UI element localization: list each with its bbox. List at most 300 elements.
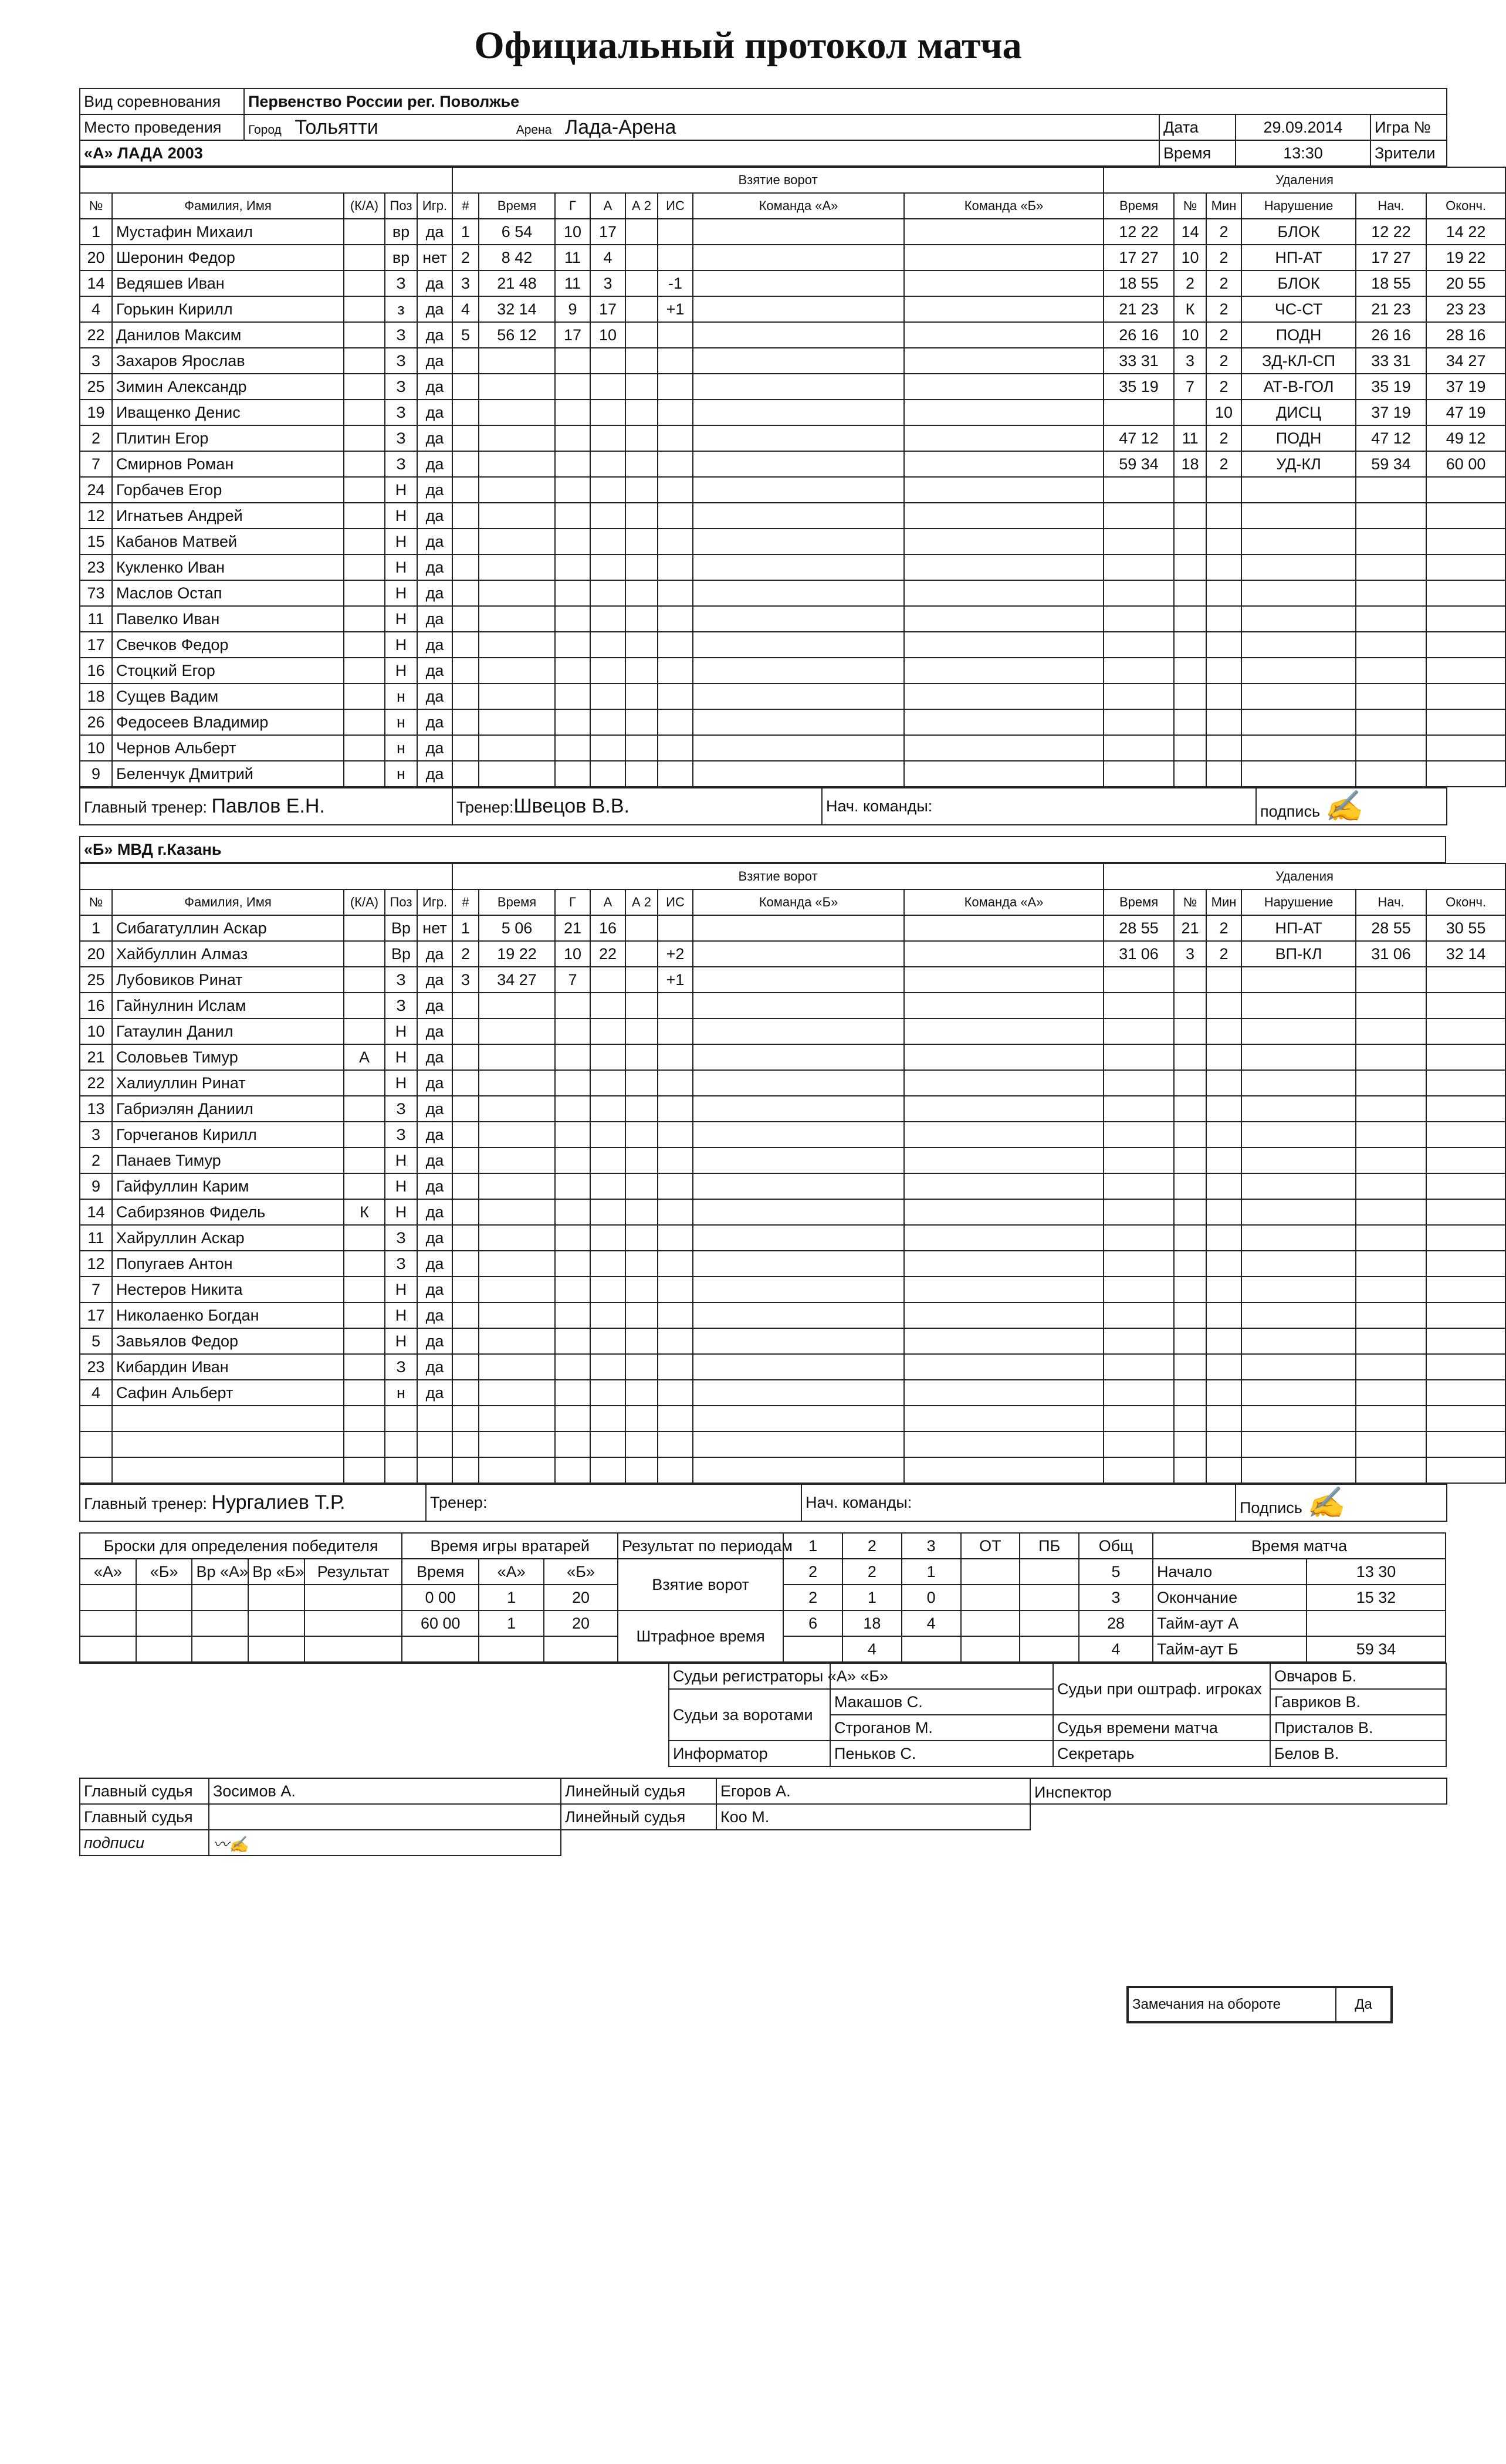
player-position: Н bbox=[385, 580, 417, 606]
goal-assist bbox=[590, 632, 625, 658]
penalty-end bbox=[1426, 1122, 1505, 1148]
penalty-end bbox=[1426, 1431, 1505, 1457]
player-played: да bbox=[417, 503, 452, 529]
penalty-end bbox=[1426, 1380, 1505, 1406]
goal-number bbox=[452, 1277, 479, 1302]
goals-b-p1: 2 bbox=[783, 1585, 842, 1610]
shots-team-2 bbox=[904, 425, 1104, 451]
penalty-player bbox=[1174, 761, 1206, 787]
shots-team-1 bbox=[693, 967, 904, 993]
penalty-end bbox=[1426, 477, 1505, 503]
shots-team-2 bbox=[904, 554, 1104, 580]
player-number: 3 bbox=[80, 1122, 112, 1148]
team-b-chief-label: Нач. команды: bbox=[806, 1494, 912, 1511]
goal-scorer bbox=[555, 1302, 590, 1328]
penalty-time bbox=[1104, 1380, 1174, 1406]
referee-value: Зосимов А. bbox=[209, 1778, 561, 1804]
penalty-violation: ЧС-СТ bbox=[1241, 296, 1356, 322]
penalty-minutes: 2 bbox=[1206, 374, 1241, 400]
city-label: Город bbox=[248, 123, 282, 137]
player-captain bbox=[344, 709, 385, 735]
penalty-violation bbox=[1241, 1431, 1356, 1457]
player-played: да bbox=[417, 1328, 452, 1354]
shots-team-2 bbox=[904, 1302, 1104, 1328]
goal-scorer bbox=[555, 658, 590, 683]
goal-scorer bbox=[555, 1380, 590, 1406]
shots-team-2 bbox=[904, 915, 1104, 941]
shots-team-1 bbox=[693, 761, 904, 787]
penalty-end bbox=[1426, 1018, 1505, 1044]
penalty-time: 31 06 bbox=[1104, 941, 1174, 967]
goal-number bbox=[452, 658, 479, 683]
player-position: н bbox=[385, 761, 417, 787]
player-name: Чернов Альберт bbox=[112, 735, 344, 761]
goal-number bbox=[452, 1225, 479, 1251]
penalty-end: 19 22 bbox=[1426, 245, 1505, 270]
goal-assist-2 bbox=[625, 1225, 658, 1251]
pb-label: ПБ bbox=[1020, 1533, 1079, 1559]
penalty-start bbox=[1356, 580, 1426, 606]
goal-situation bbox=[658, 580, 693, 606]
penalty-time bbox=[1104, 967, 1174, 993]
penalty-violation bbox=[1241, 683, 1356, 709]
goal-assist bbox=[590, 1431, 625, 1457]
penalty-start bbox=[1356, 606, 1426, 632]
informer-value: Пеньков С. bbox=[830, 1741, 1053, 1766]
penalty-start bbox=[1356, 554, 1426, 580]
shootout-label: Броски для определения победителя bbox=[80, 1533, 402, 1559]
pim-b-p1 bbox=[783, 1636, 842, 1662]
player-number: 2 bbox=[80, 1148, 112, 1173]
goal-assist-2 bbox=[625, 322, 658, 348]
penalty-player bbox=[1174, 967, 1206, 993]
player-position: Н bbox=[385, 554, 417, 580]
remarks-value: Да bbox=[1336, 1988, 1391, 2022]
goal-assist-2 bbox=[625, 1380, 658, 1406]
table-row bbox=[80, 1173, 1505, 1199]
goal-time bbox=[479, 1018, 555, 1044]
player-position: н bbox=[385, 1380, 417, 1406]
penalty-minutes: 2 bbox=[1206, 451, 1241, 477]
penalty-minutes bbox=[1206, 1406, 1241, 1431]
so-vrb: Вр «Б» bbox=[248, 1559, 304, 1585]
penalty-player bbox=[1174, 606, 1206, 632]
timeout-a-value bbox=[1307, 1610, 1446, 1636]
goal-scorer bbox=[555, 1406, 590, 1431]
penalty-minutes bbox=[1206, 1380, 1241, 1406]
goal-judge-2: Строганов М. bbox=[830, 1715, 1053, 1741]
goal-time: 8 42 bbox=[479, 245, 555, 270]
goal-assist-2 bbox=[625, 554, 658, 580]
goal-number bbox=[452, 606, 479, 632]
penalty-violation bbox=[1241, 1354, 1356, 1380]
penalty-player: 10 bbox=[1174, 245, 1206, 270]
penalty-time bbox=[1104, 1096, 1174, 1122]
goal-assist-2 bbox=[625, 425, 658, 451]
penalty-end bbox=[1426, 1251, 1505, 1277]
shots-team-1 bbox=[693, 735, 904, 761]
goal-assist: 17 bbox=[590, 296, 625, 322]
player-number: 4 bbox=[80, 1380, 112, 1406]
penalty-time bbox=[1104, 1457, 1174, 1483]
goal-assist bbox=[590, 1302, 625, 1328]
goal-number: 2 bbox=[452, 941, 479, 967]
penalty-violation: НП-АТ bbox=[1241, 245, 1356, 270]
goal-situation bbox=[658, 1070, 693, 1096]
goal-time bbox=[479, 348, 555, 374]
b-penalties-header: Удаления bbox=[1104, 864, 1505, 889]
player-captain bbox=[344, 683, 385, 709]
venue-label: Место проведения bbox=[80, 114, 244, 140]
referee-2-label: Главный судья bbox=[80, 1804, 209, 1830]
team-b-coach: Нургалиев Т.Р. bbox=[211, 1491, 346, 1514]
goal-scorer: 11 bbox=[555, 270, 590, 296]
goal-time bbox=[479, 1148, 555, 1173]
goal-time bbox=[479, 761, 555, 787]
penalty-minutes: 2 bbox=[1206, 322, 1241, 348]
goal-assist bbox=[590, 1354, 625, 1380]
penalty-player: 14 bbox=[1174, 219, 1206, 245]
table-row bbox=[80, 606, 1505, 632]
penalty-player bbox=[1174, 1431, 1206, 1457]
b-col-pen-viol: Нарушение bbox=[1241, 889, 1356, 915]
match-header bbox=[79, 88, 1447, 167]
penalty-start: 59 34 bbox=[1356, 451, 1426, 477]
table-row bbox=[80, 658, 1505, 683]
shots-team-2 bbox=[904, 245, 1104, 270]
player-played: да bbox=[417, 296, 452, 322]
goal-number bbox=[452, 400, 479, 425]
goals-b-total: 3 bbox=[1079, 1585, 1153, 1610]
player-name: Стоцкий Егор bbox=[112, 658, 344, 683]
shots-team-1 bbox=[693, 400, 904, 425]
player-name: Попугаев Антон bbox=[112, 1251, 344, 1277]
shots-team-2 bbox=[904, 709, 1104, 735]
penalty-player: 18 bbox=[1174, 451, 1206, 477]
player-position: Вр bbox=[385, 915, 417, 941]
goal-situation bbox=[658, 529, 693, 554]
player-name: Беленчук Дмитрий bbox=[112, 761, 344, 787]
penalty-minutes bbox=[1206, 709, 1241, 735]
penalty-minutes bbox=[1206, 1431, 1241, 1457]
reg-judges-label: Судьи регистраторы «А» «Б» bbox=[669, 1663, 830, 1689]
player-position: З bbox=[385, 425, 417, 451]
penalty-minutes bbox=[1206, 554, 1241, 580]
penalty-end bbox=[1426, 606, 1505, 632]
player-played: да bbox=[417, 761, 452, 787]
player-name: Данилов Максим bbox=[112, 322, 344, 348]
goal-situation: +2 bbox=[658, 941, 693, 967]
team-b-coach-label: Главный тренер: bbox=[84, 1495, 207, 1512]
player-captain bbox=[344, 1173, 385, 1199]
penalty-time bbox=[1104, 1122, 1174, 1148]
player-name: Свечков Федор bbox=[112, 632, 344, 658]
penalty-end: 23 23 bbox=[1426, 296, 1505, 322]
player-played: да bbox=[417, 606, 452, 632]
goal-situation bbox=[658, 451, 693, 477]
player-played: да bbox=[417, 993, 452, 1018]
goal-number bbox=[452, 580, 479, 606]
goal-assist-2 bbox=[625, 451, 658, 477]
goal-assist bbox=[590, 1251, 625, 1277]
goal-situation bbox=[658, 761, 693, 787]
player-name: Горчеганов Кирилл bbox=[112, 1122, 344, 1148]
referees-table bbox=[79, 1778, 1447, 1856]
player-name: Халиуллин Ринат bbox=[112, 1070, 344, 1096]
table-row bbox=[80, 632, 1505, 658]
team-b-header: «Б» МВД г.Казань bbox=[80, 837, 1446, 862]
penalty-violation bbox=[1241, 1251, 1356, 1277]
goal-time bbox=[479, 1431, 555, 1457]
player-position: Н bbox=[385, 503, 417, 529]
player-number: 9 bbox=[80, 1173, 112, 1199]
player-name: Кибардин Иван bbox=[112, 1354, 344, 1380]
goal-scorer bbox=[555, 477, 590, 503]
player-name: Ведяшев Иван bbox=[112, 270, 344, 296]
goal-situation bbox=[658, 477, 693, 503]
secretary-value: Белов В. bbox=[1270, 1741, 1446, 1766]
shots-team-1 bbox=[693, 1277, 904, 1302]
goal-assist-2 bbox=[625, 915, 658, 941]
shots-team-2 bbox=[904, 1380, 1104, 1406]
penalty-minutes bbox=[1206, 1251, 1241, 1277]
penalty-start bbox=[1356, 1199, 1426, 1225]
goal-assist bbox=[590, 1225, 625, 1251]
player-played: да bbox=[417, 1354, 452, 1380]
player-played: да bbox=[417, 400, 452, 425]
gk-row-2-b: 20 bbox=[544, 1610, 618, 1636]
penalty-end bbox=[1426, 658, 1505, 683]
penalty-start bbox=[1356, 1277, 1426, 1302]
penalty-end bbox=[1426, 1406, 1505, 1431]
penalty-end bbox=[1426, 1070, 1505, 1096]
penalty-end bbox=[1426, 1044, 1505, 1070]
player-captain bbox=[344, 658, 385, 683]
goal-number bbox=[452, 348, 479, 374]
player-position: н bbox=[385, 709, 417, 735]
player-number: 16 bbox=[80, 658, 112, 683]
goal-scorer: 21 bbox=[555, 915, 590, 941]
player-position: Вр bbox=[385, 941, 417, 967]
shots-team-2 bbox=[904, 1148, 1104, 1173]
player-name: Лубовиков Ринат bbox=[112, 967, 344, 993]
player-captain bbox=[344, 993, 385, 1018]
player-number: 14 bbox=[80, 1199, 112, 1225]
shots-team-1 bbox=[693, 1044, 904, 1070]
player-position bbox=[385, 1431, 417, 1457]
goal-number: 2 bbox=[452, 245, 479, 270]
penalty-time bbox=[1104, 709, 1174, 735]
referee-label: Главный судья bbox=[80, 1778, 209, 1804]
goal-assist-2 bbox=[625, 245, 658, 270]
player-name: Горбачев Егор bbox=[112, 477, 344, 503]
penalty-minutes bbox=[1206, 1018, 1241, 1044]
goal-time bbox=[479, 993, 555, 1018]
goal-assist bbox=[590, 451, 625, 477]
player-name: Зимин Александр bbox=[112, 374, 344, 400]
goal-time bbox=[479, 554, 555, 580]
penalty-start bbox=[1356, 1225, 1426, 1251]
goal-scorer bbox=[555, 1044, 590, 1070]
player-number: 25 bbox=[80, 374, 112, 400]
penalty-minutes bbox=[1206, 1148, 1241, 1173]
penalty-start bbox=[1356, 1457, 1426, 1483]
player-position: Н bbox=[385, 658, 417, 683]
table-row bbox=[80, 219, 1505, 245]
shots-team-1 bbox=[693, 1148, 904, 1173]
player-captain bbox=[344, 374, 385, 400]
shots-team-2 bbox=[904, 529, 1104, 554]
table-row bbox=[80, 683, 1505, 709]
shots-team-2 bbox=[904, 735, 1104, 761]
player-position bbox=[385, 1457, 417, 1483]
player-position: вр bbox=[385, 219, 417, 245]
player-position: н bbox=[385, 683, 417, 709]
player-captain bbox=[344, 915, 385, 941]
goal-scorer bbox=[555, 580, 590, 606]
goal-judge-1: Макашов С. bbox=[830, 1689, 1053, 1715]
b-col-pen-num: № bbox=[1174, 889, 1206, 915]
goal-time: 6 54 bbox=[479, 219, 555, 245]
goal-assist bbox=[590, 1018, 625, 1044]
goal-assist bbox=[590, 993, 625, 1018]
penalty-time: 47 12 bbox=[1104, 425, 1174, 451]
penalty-player bbox=[1174, 1302, 1206, 1328]
goal-time bbox=[479, 400, 555, 425]
penalty-violation bbox=[1241, 1277, 1356, 1302]
player-position: З bbox=[385, 1096, 417, 1122]
b-col-ka: (К/А) bbox=[344, 889, 385, 915]
shots-team-1 bbox=[693, 554, 904, 580]
player-name: Смирнов Роман bbox=[112, 451, 344, 477]
goal-assist-2 bbox=[625, 477, 658, 503]
team-b-sign-label: Подпись bbox=[1240, 1499, 1302, 1517]
penalty-violation: ПОДН bbox=[1241, 425, 1356, 451]
goal-assist-2 bbox=[625, 348, 658, 374]
col-pen-end: Оконч. bbox=[1426, 193, 1505, 219]
goal-assist-2 bbox=[625, 709, 658, 735]
table-row bbox=[80, 735, 1505, 761]
goal-assist bbox=[590, 374, 625, 400]
b-goals-header: Взятие ворот bbox=[452, 864, 1104, 889]
goal-judges-label: Судьи за воротами bbox=[669, 1689, 830, 1741]
goal-assist-2 bbox=[625, 941, 658, 967]
penalty-minutes: 10 bbox=[1206, 400, 1241, 425]
goal-assist-2 bbox=[625, 1302, 658, 1328]
goal-assist bbox=[590, 1328, 625, 1354]
player-captain bbox=[344, 1225, 385, 1251]
player-position: Н bbox=[385, 529, 417, 554]
penalty-time: 35 19 bbox=[1104, 374, 1174, 400]
goal-assist-2 bbox=[625, 1251, 658, 1277]
shots-team-1 bbox=[693, 503, 904, 529]
table-row bbox=[80, 1354, 1505, 1380]
penalty-end: 14 22 bbox=[1426, 219, 1505, 245]
goal-situation bbox=[658, 1044, 693, 1070]
penalty-minutes bbox=[1206, 1457, 1241, 1483]
player-name bbox=[112, 1406, 344, 1431]
goal-assist-2 bbox=[625, 1044, 658, 1070]
goal-assist-2 bbox=[625, 1431, 658, 1457]
shots-team-2 bbox=[904, 993, 1104, 1018]
penalty-violation: ПОДН bbox=[1241, 322, 1356, 348]
player-name: Соловьев Тимур bbox=[112, 1044, 344, 1070]
referee-signature: 〰✍ bbox=[209, 1830, 561, 1856]
goal-time bbox=[479, 1199, 555, 1225]
player-captain bbox=[344, 1380, 385, 1406]
goal-number bbox=[452, 1122, 479, 1148]
so-a: «А» bbox=[80, 1559, 136, 1585]
periods-label: Результат по периодам bbox=[618, 1533, 783, 1559]
penalty-time bbox=[1104, 606, 1174, 632]
goal-assist bbox=[590, 1122, 625, 1148]
pim-a-pb bbox=[1020, 1610, 1079, 1636]
team-b-trainer-label: Тренер: bbox=[430, 1494, 488, 1511]
penalty-player bbox=[1174, 503, 1206, 529]
penalty-start bbox=[1356, 967, 1426, 993]
goal-situation bbox=[658, 245, 693, 270]
penalty-end bbox=[1426, 1302, 1505, 1328]
goal-number bbox=[452, 1328, 479, 1354]
goal-scorer bbox=[555, 529, 590, 554]
signatures-label: подписи bbox=[80, 1830, 209, 1856]
player-position: З bbox=[385, 1225, 417, 1251]
goal-time: 34 27 bbox=[479, 967, 555, 993]
goals-b-pb bbox=[1020, 1585, 1079, 1610]
goal-number bbox=[452, 374, 479, 400]
player-number: 20 bbox=[80, 941, 112, 967]
penalty-time: 33 31 bbox=[1104, 348, 1174, 374]
col-pen-min: Мин bbox=[1206, 193, 1241, 219]
penalty-violation bbox=[1241, 1302, 1356, 1328]
player-played: да bbox=[417, 425, 452, 451]
player-captain bbox=[344, 477, 385, 503]
secretary-label: Секретарь bbox=[1053, 1741, 1270, 1766]
table-row bbox=[80, 1148, 1505, 1173]
penalty-time bbox=[1104, 1302, 1174, 1328]
player-position: Н bbox=[385, 1199, 417, 1225]
penalty-start bbox=[1356, 683, 1426, 709]
player-number: 23 bbox=[80, 1354, 112, 1380]
total-label: Общ bbox=[1079, 1533, 1153, 1559]
shots-team-2 bbox=[904, 606, 1104, 632]
shots-team-1 bbox=[693, 245, 904, 270]
goal-situation: +1 bbox=[658, 967, 693, 993]
player-played: да bbox=[417, 632, 452, 658]
date-value: 29.09.2014 bbox=[1236, 114, 1370, 140]
table-row bbox=[80, 554, 1505, 580]
goal-assist: 10 bbox=[590, 322, 625, 348]
shots-team-1 bbox=[693, 425, 904, 451]
penalty-time: 21 23 bbox=[1104, 296, 1174, 322]
timekeeper-label: Судья времени матча bbox=[1053, 1715, 1270, 1741]
penalty-start bbox=[1356, 1354, 1426, 1380]
goal-scorer bbox=[555, 1431, 590, 1457]
col-name: Фамилия, Имя bbox=[112, 193, 344, 219]
penalty-violation bbox=[1241, 1406, 1356, 1431]
player-number: 10 bbox=[80, 735, 112, 761]
player-name: Хайбуллин Алмаз bbox=[112, 941, 344, 967]
player-number: 4 bbox=[80, 296, 112, 322]
penalty-minutes bbox=[1206, 1070, 1241, 1096]
penalty-violation bbox=[1241, 503, 1356, 529]
penalty-minutes: 2 bbox=[1206, 425, 1241, 451]
timeout-b-label: Тайм-аут Б bbox=[1153, 1636, 1307, 1662]
penalty-time bbox=[1104, 735, 1174, 761]
competition-value: Первенство России рег. Поволжье bbox=[244, 89, 1447, 114]
linesman-1-label: Линейный судья bbox=[561, 1778, 716, 1804]
penalty-start bbox=[1356, 1328, 1426, 1354]
